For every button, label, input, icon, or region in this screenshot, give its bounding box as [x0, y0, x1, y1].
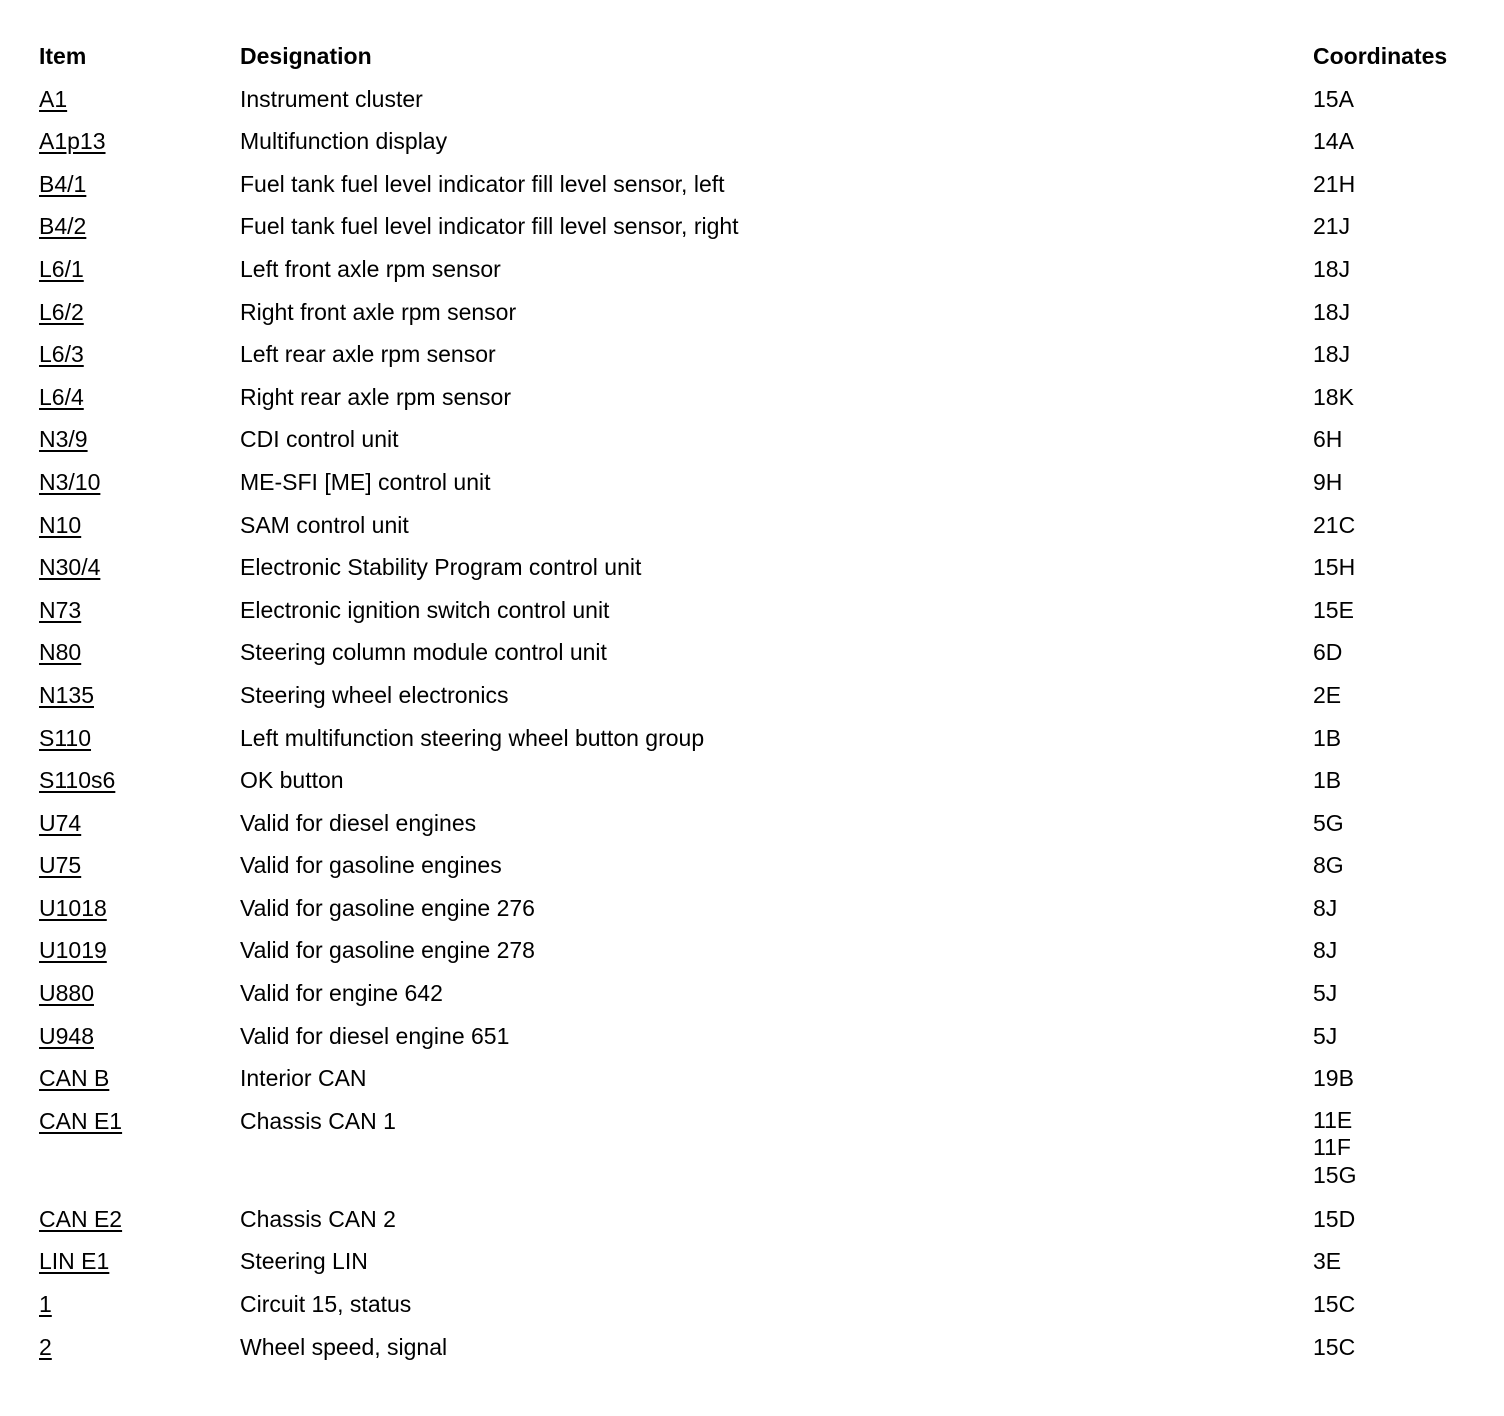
- item-link[interactable]: U75: [39, 852, 82, 879]
- header-designation: Designation: [240, 43, 372, 69]
- coordinate-value: 1B: [1313, 767, 1342, 794]
- table-row: [39, 333, 1479, 376]
- item-link[interactable]: A1p13: [39, 128, 106, 155]
- coordinates-cell: [1313, 1326, 1355, 1369]
- item-link[interactable]: CAN E2: [39, 1205, 123, 1232]
- item-link[interactable]: N3/10: [39, 468, 101, 495]
- item-link[interactable]: LIN E1: [39, 1248, 110, 1275]
- table-row: [39, 1283, 1479, 1326]
- coordinate-value: 6H: [1313, 426, 1343, 453]
- coordinate-value: 8J: [1313, 937, 1338, 964]
- table-row: [39, 1100, 1479, 1198]
- item-link[interactable]: L6/3: [39, 341, 84, 368]
- coordinates-cell: [1313, 1240, 1341, 1283]
- designation-cell: Steering wheel electronics: [240, 681, 509, 708]
- designation-cell: Circuit 15, status: [240, 1291, 412, 1318]
- table-row: [39, 376, 1479, 419]
- designation-cell: Left rear axle rpm sensor: [240, 341, 496, 368]
- designation-cell: Valid for gasoline engines: [240, 852, 502, 879]
- table-row: [39, 887, 1479, 930]
- item-link[interactable]: N3/9: [39, 426, 88, 453]
- coordinates-cell: [1313, 674, 1341, 717]
- table-row: [39, 759, 1479, 802]
- coordinate-value: 1B: [1313, 724, 1342, 751]
- item-link[interactable]: CAN B: [39, 1065, 110, 1092]
- coordinate-value: 5G: [1313, 809, 1344, 836]
- table-row: [39, 291, 1479, 334]
- legend-rows: [39, 78, 1479, 1369]
- coordinates-cell: [1313, 1057, 1354, 1100]
- designation-cell: ME-SFI [ME] control unit: [240, 468, 491, 495]
- coordinate-value: 15D: [1313, 1205, 1356, 1232]
- item-link[interactable]: B4/1: [39, 170, 87, 197]
- coordinate-value: 15G: [1313, 1161, 1357, 1188]
- table-row: [39, 205, 1479, 248]
- designation-cell: Instrument cluster: [240, 85, 423, 112]
- item-link[interactable]: A1: [39, 85, 68, 112]
- item-link[interactable]: N73: [39, 596, 82, 623]
- coordinates-cell: [1313, 1107, 1356, 1190]
- table-row: [39, 717, 1479, 760]
- coordinate-value: 2E: [1313, 681, 1342, 708]
- table-row: [39, 461, 1479, 504]
- coordinates-cell: [1313, 844, 1344, 887]
- coordinates-cell: [1313, 163, 1355, 206]
- designation-cell: Wheel speed, signal: [240, 1333, 448, 1360]
- coordinate-value: 14A: [1313, 128, 1354, 155]
- table-row: [39, 844, 1479, 887]
- coordinate-value: 3E: [1313, 1248, 1342, 1275]
- coordinates-cell: [1313, 1283, 1355, 1326]
- legend-table: [39, 35, 1479, 1368]
- table-row: [39, 1015, 1479, 1058]
- designation-cell: Steering column module control unit: [240, 639, 607, 666]
- item-link[interactable]: N30/4: [39, 554, 101, 581]
- designation-cell: Valid for diesel engine 651: [240, 1022, 510, 1049]
- table-row: [39, 248, 1479, 291]
- coordinate-value: 11E: [1313, 1106, 1353, 1133]
- coordinate-value: 11F: [1313, 1134, 1351, 1161]
- designation-cell: OK button: [240, 767, 344, 794]
- coordinates-cell: [1313, 887, 1337, 930]
- coordinate-value: 21J: [1313, 213, 1351, 240]
- table-row: [39, 504, 1479, 547]
- item-link[interactable]: U948: [39, 1022, 94, 1049]
- coordinates-cell: [1313, 631, 1342, 674]
- designation-cell: Multifunction display: [240, 128, 448, 155]
- item-link[interactable]: L6/2: [39, 298, 84, 325]
- table-row: [39, 929, 1479, 972]
- coordinate-value: 19B: [1313, 1065, 1354, 1092]
- item-link[interactable]: U1018: [39, 894, 107, 921]
- table-row: [39, 631, 1479, 674]
- coordinates-cell: [1313, 120, 1354, 163]
- coordinate-value: 15C: [1313, 1333, 1356, 1360]
- designation-cell: Electronic Stability Program control unit: [240, 554, 642, 581]
- designation-cell: Fuel tank fuel level indicator fill level sensor, right: [240, 213, 739, 240]
- item-link[interactable]: U1019: [39, 937, 107, 964]
- designation-cell: Left front axle rpm sensor: [240, 255, 501, 282]
- coordinate-value: 8G: [1313, 852, 1344, 879]
- table-row: [39, 972, 1479, 1015]
- item-link[interactable]: U880: [39, 980, 94, 1007]
- table-row: [39, 674, 1479, 717]
- designation-cell: Interior CAN: [240, 1065, 367, 1092]
- coordinate-value: 5J: [1313, 980, 1338, 1007]
- coordinates-cell: [1313, 1198, 1355, 1241]
- coordinate-value: 15E: [1313, 596, 1354, 623]
- table-row: [39, 163, 1479, 206]
- coordinate-value: 15A: [1313, 85, 1354, 112]
- coordinate-value: 15H: [1313, 554, 1356, 581]
- item-link[interactable]: U74: [39, 809, 82, 836]
- item-link[interactable]: 1: [39, 1291, 52, 1318]
- coordinate-value: 18J: [1313, 255, 1351, 282]
- table-row: [39, 802, 1479, 845]
- coordinates-cell: [1313, 205, 1350, 248]
- coordinates-cell: [1313, 248, 1350, 291]
- coordinate-value: 18J: [1313, 341, 1351, 368]
- coordinates-cell: [1313, 546, 1355, 589]
- item-link[interactable]: S110: [39, 724, 92, 751]
- coordinates-cell: [1313, 504, 1355, 547]
- table-row: [39, 1198, 1479, 1241]
- item-link[interactable]: L6/1: [39, 255, 84, 282]
- item-link[interactable]: 2: [39, 1333, 52, 1360]
- coordinates-cell: [1313, 333, 1350, 376]
- coordinate-value: 6D: [1313, 639, 1343, 666]
- item-link[interactable]: CAN E1: [39, 1107, 123, 1134]
- table-row: [39, 1326, 1479, 1369]
- coordinate-value: 9H: [1313, 468, 1343, 495]
- designation-cell: Chassis CAN 2: [240, 1205, 396, 1232]
- item-link[interactable]: L6/4: [39, 383, 84, 410]
- item-link[interactable]: N135: [39, 681, 94, 708]
- coordinate-value: 15C: [1313, 1291, 1356, 1318]
- coordinates-cell: [1313, 759, 1341, 802]
- designation-cell: Steering LIN: [240, 1248, 368, 1275]
- table-row: [39, 1240, 1479, 1283]
- table-row: [39, 546, 1479, 589]
- coordinate-value: 21H: [1313, 170, 1356, 197]
- designation-cell: Fuel tank fuel level indicator fill level sensor, left: [240, 170, 725, 197]
- designation-cell: Valid for diesel engines: [240, 809, 477, 836]
- item-link[interactable]: B4/2: [39, 213, 87, 240]
- coordinate-value: 18K: [1313, 383, 1354, 410]
- coordinates-cell: [1313, 461, 1342, 504]
- coordinates-cell: [1313, 291, 1350, 334]
- table-row: [39, 1057, 1479, 1100]
- coordinate-value: 18J: [1313, 298, 1351, 325]
- designation-cell: Electronic ignition switch control unit: [240, 596, 610, 623]
- coordinate-value: 5J: [1313, 1022, 1338, 1049]
- designation-cell: Left multifunction steering wheel button group: [240, 724, 705, 751]
- table-row: [39, 418, 1479, 461]
- coordinates-cell: [1313, 972, 1337, 1015]
- designation-cell: Valid for engine 642: [240, 980, 443, 1007]
- designation-cell: Right rear axle rpm sensor: [240, 383, 511, 410]
- header-coordinates: Coordinates: [1313, 43, 1448, 69]
- header-item: Item: [39, 43, 87, 69]
- designation-cell: Right front axle rpm sensor: [240, 298, 517, 325]
- designation-cell: Valid for gasoline engine 278: [240, 937, 535, 964]
- coordinates-cell: [1313, 78, 1354, 121]
- coordinate-value: 21C: [1313, 511, 1356, 538]
- designation-cell: SAM control unit: [240, 511, 409, 538]
- item-link[interactable]: N80: [39, 639, 82, 666]
- table-row: [39, 78, 1479, 121]
- coordinates-cell: [1313, 802, 1344, 845]
- designation-cell: CDI control unit: [240, 426, 399, 453]
- coordinates-cell: [1313, 717, 1341, 760]
- coordinates-cell: [1313, 929, 1337, 972]
- table-row: [39, 120, 1479, 163]
- coordinate-value: 8J: [1313, 894, 1338, 921]
- legend-header-row: [39, 35, 1479, 78]
- item-link[interactable]: N10: [39, 511, 82, 538]
- coordinates-cell: [1313, 418, 1342, 461]
- table-row: [39, 589, 1479, 632]
- coordinates-cell: [1313, 376, 1354, 419]
- coordinates-cell: [1313, 1015, 1337, 1058]
- coordinates-cell: [1313, 589, 1354, 632]
- designation-cell: Chassis CAN 1: [240, 1107, 396, 1134]
- designation-cell: Valid for gasoline engine 276: [240, 894, 535, 921]
- item-link[interactable]: S110s6: [39, 767, 116, 794]
